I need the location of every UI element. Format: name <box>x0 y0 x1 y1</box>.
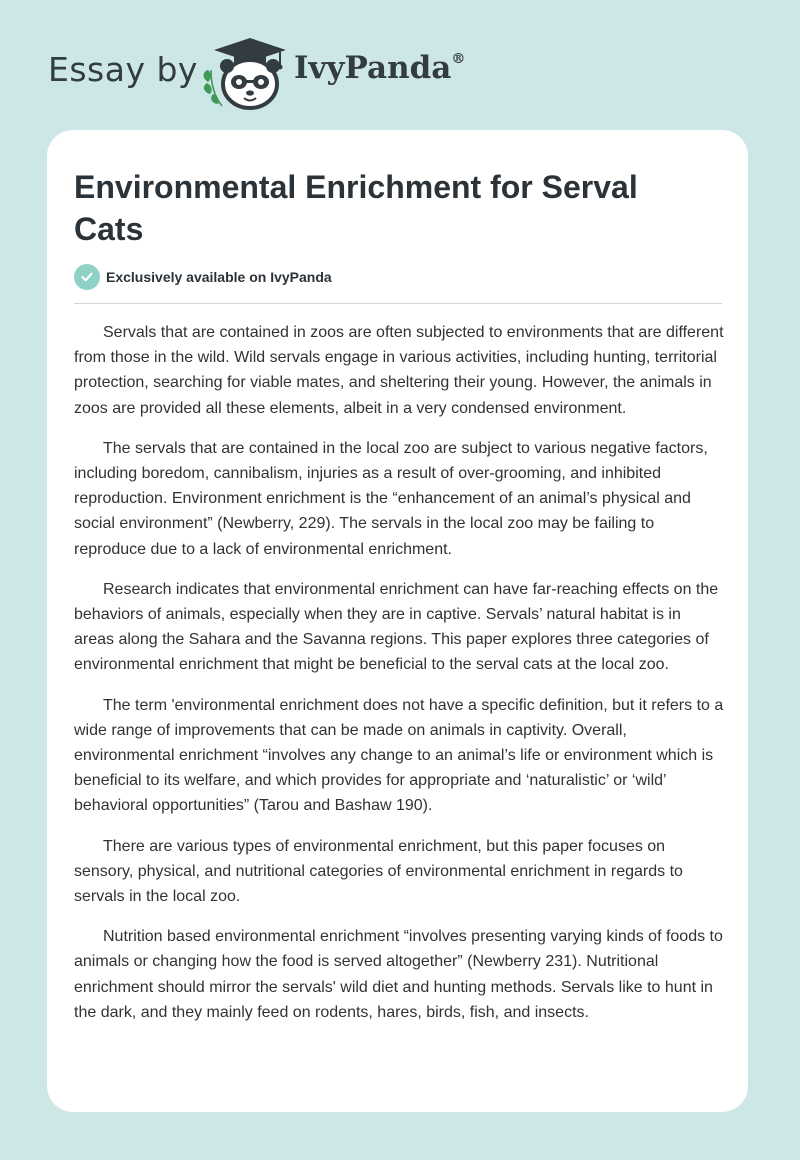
essay-title: Environmental Enrichment for Serval Cats <box>74 169 638 247</box>
panda-graduate-icon <box>200 36 292 110</box>
exclusive-badge <box>74 264 332 290</box>
paragraph: Nutrition based environmental enrichment “involves presenting varying kinds of foods to animals or changing how the food is served altogether” (Newberry 231). Nutritional enrichment should mirror the servals' wild diet and hunting methods. Servals like to hunt in the dark, and they mainly feed on rodents, hares, birds, fish, and insects. <box>74 928 723 1021</box>
brand-name: IvyPanda® <box>294 50 466 86</box>
paragraph: The term 'environmental enrichment does not have a specific definition, but it refers to a wide range of improvements that can be made on animals in captivity. Overall, environmental enrichment “involves any change to an animal’s life or environment which is beneficial to its welfare, and which provides for appropriate and ‘naturalistic’ or ‘wild’ behavioral opportunities” (Tarou and Bashaw 190). <box>74 696 724 815</box>
paragraph: There are various types of environmental enrichment, but this paper focuses on sensory, physical, and nutritional categories of environmental enrichment in regards to servals in the local zoo. <box>74 837 683 906</box>
site-header <box>0 0 800 130</box>
exclusive-badge-label: Exclusively available on IvyPanda <box>106 269 332 285</box>
essay-body <box>74 320 724 1040</box>
essay-card <box>47 130 748 1112</box>
paragraph: Servals that are contained in zoos are often subjected to environments that are different from those in the wild. Wild servals engage in various activities, including hunting, territorial protection, searching for viable mates, and sheltering their young. However, the animals in zoos are provided all these elements, albeit in a very condensed environment. <box>74 324 724 417</box>
divider <box>74 303 722 304</box>
paragraph: The servals that are contained in the local zoo are subject to various negative factors, including boredom, cannibalism, injuries as a result of over-grooming, and inhibited reproduction. Environment enrichment is the “enhancement of an animal’s physical and social environment” (Newberry, 229). The servals in the local zoo may be failing to reproduce due to a lack of environmental enrichment. <box>74 439 708 558</box>
check-icon <box>74 264 100 290</box>
paragraph: Research indicates that environmental enrichment can have far-reaching effects on the behaviors of animals, especially when they are in captive. Servals’ natural habitat is in areas along the Sahara and the Savanna regions. This paper explores three categories of environmental enrichment that might be beneficial to the serval cats at the local zoo. <box>74 580 719 674</box>
essay-by-label: Essay by <box>48 50 198 89</box>
registered-mark: ® <box>451 50 466 67</box>
